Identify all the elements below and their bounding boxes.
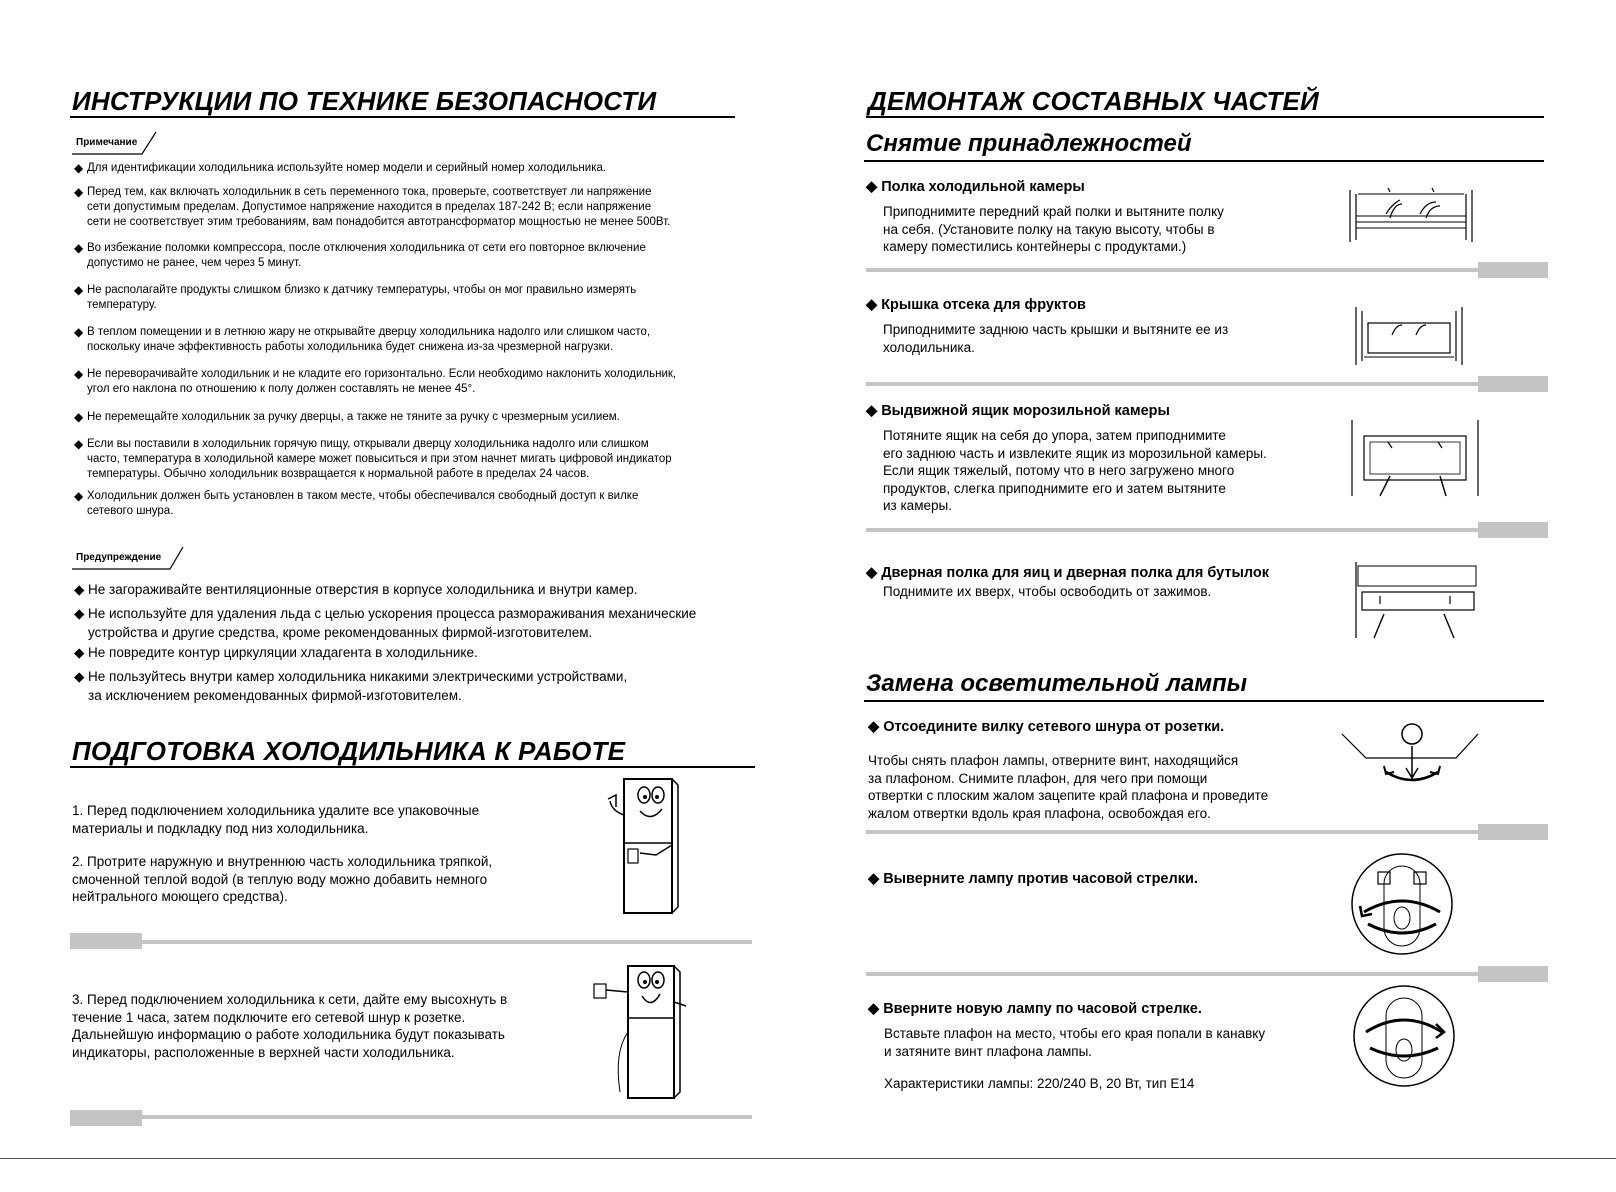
lamp-step-1-text: Чтобы снять плафон лампы, отверните винт, находящийся за плафоном. Снимите плафон, для чего при помощи отвертки с плоским жалом зацепите край плафона и проведите жалом отвертки вдоль края плафона, освобождая его. <box>868 753 1269 821</box>
note-item: ◆ В теплом помещении и в летнюю жару не открывайте дверцу холодильника надолго или слишком часто, поскольку иначе эффективность работы холодильника будет снижена из-за чрезмерной нагрузки. <box>74 325 651 353</box>
note-item: ◆ Не перемещайте холодильник за ручку дверцы, а также не тяните за ручку с чрезмерным усилием. <box>74 410 620 424</box>
lamp-title: Замена осветительной лампы <box>866 670 1248 697</box>
safety-title: ИНСТРУКЦИИ ПО ТЕХНИКЕ БЕЗОПАСНОСТИ <box>72 86 657 116</box>
fruit-cover-illustration <box>1354 305 1464 367</box>
lamp-spec: Характеристики лампы: 220/240 В, 20 Вт, тип Е14 <box>884 1076 1195 1091</box>
warning-tag-label: Предупреждение <box>76 552 162 563</box>
fruit-cover-heading: ◆ Крышка отсека для фруктов <box>866 297 1086 313</box>
prep-step-2: 2. Протрите наружную и внутреннюю часть холодильника тряпкой, смоченной теплой водой (в теплую воду можно добавить немного нейтрального моющего средства). <box>72 854 493 904</box>
warning-item: ◆ Не загораживайте вентиляционные отверстия в корпусе холодильника и внутри камер. <box>74 582 638 597</box>
lamp-cover-illustration <box>1340 720 1480 790</box>
lamp-step-3-text: Вставьте плафон на место, чтобы его края попали в канавку и затяните винт плафона лампы. <box>884 1026 1266 1059</box>
lamp-screw-in-illustration <box>1352 984 1456 1088</box>
fridge-cartoon-thumbs-up <box>606 775 686 915</box>
lamp-step-2-bar <box>866 972 1548 976</box>
lamp-title-rule <box>864 700 1544 702</box>
safety-title-rule <box>70 116 735 118</box>
lamp-step-3-heading: ◆ Вверните новую лампу по часовой стрелке. <box>868 1001 1202 1017</box>
fruit-cover-text: Приподнимите заднюю часть крышки и вытяните ее из холодильника. <box>883 322 1229 355</box>
prep-bottom-bar <box>70 1115 752 1119</box>
door-shelf-text: Поднимите их вверх, чтобы освободить от зажимов. <box>883 584 1212 599</box>
note-item: ◆ Холодильник должен быть установлен в таком месте, чтобы обеспечивался свободный доступ к вилке сетевого шнура. <box>74 489 639 517</box>
accessories-title-rule <box>864 160 1544 162</box>
door-shelf-heading: ◆ Дверная полка для яиц и дверная полка для бутылок <box>866 565 1269 581</box>
freezer-drawer-heading: ◆ Выдвижной ящик морозильной камеры <box>866 403 1170 419</box>
page-bottom-line <box>0 1158 1616 1159</box>
warning-item: ◆ Не пользуйтесь внутри камер холодильника никакими электрическими устройствами, за исключением рекомендованных фирмой-изготовителем. <box>74 669 628 703</box>
prep-title: ПОДГОТОВКА ХОЛОДИЛЬНИКА К РАБОТЕ <box>72 736 626 766</box>
lamp-unscrew-illustration <box>1350 852 1454 956</box>
lamp-step-1-heading: ◆ Отсоедините вилку сетевого шнура от розетки. <box>868 719 1225 735</box>
prep-title-rule <box>70 766 755 768</box>
note-item: ◆ Если вы поставили в холодильник горячую пищу, открывали дверцу холодильника надолго или слишком часто, температура в холодильной камере может повыситься и при этом начнет мигать цифровой индикатор температуры. Обычно холодильник возвращается к нормальной работе в пределах 24 часов. <box>74 437 672 480</box>
note-item: ◆ Во избежание поломки компрессора, после отключения холодильника от сети его повторное включение допустимо не ранее, чем через 5 минут. <box>74 241 646 269</box>
accessories-title: Снятие принадлежностей <box>866 130 1192 157</box>
shelf-illustration <box>1348 186 1474 246</box>
note-item: ◆ Не переворачивайте холодильник и не кладите его горизонтально. Если необходимо наклонить холодильник, угол его наклона по отношению к полу должен составлять не менее 45°. <box>74 367 677 395</box>
fruit-cover-bar <box>866 382 1548 386</box>
warning-item: ◆ Не повредите контур циркуляции хладагента в холодильнике. <box>74 645 478 660</box>
warning-item: ◆ Не используйте для удаления льда с целью ускорения процесса размораживания механические устройства и другие средства, кроме рекомендованных фирмой-изготовителем. <box>74 606 697 640</box>
note-item: ◆ Не располагайте продукты слишком близко к датчику температуры, чтобы он мог правильно измерять температуру. <box>74 283 637 311</box>
disassembly-title-rule <box>866 116 1544 118</box>
fridge-cartoon-plug <box>590 962 700 1102</box>
lamp-step-2-heading: ◆ Выверните лампу против часовой стрелки. <box>868 871 1198 887</box>
freezer-drawer-text: Потяните ящик на себя до упора, затем приподнимите его заднюю часть и извлеките ящик из морозильной камеры. Если ящик тяжелый, потому что в него загружено много продуктов, слегка приподнимите его и затем вытяните из камеры. <box>883 428 1267 513</box>
note-item: ◆ Перед тем, как включать холодильник в сеть переменного тока, проверьте, соответствует ли напряжение сети допустимым пределам. Допустимое напряжение находится в пределах 187-242 В; если напряжение сети не соответствует этим требованиям, вам понадобится автотрансформатор мощностью не менее 500Вт. <box>74 185 671 228</box>
warning-tag <box>72 546 184 570</box>
shelf-heading: ◆ Полка холодильной камеры <box>866 179 1085 195</box>
shelf-bar <box>866 268 1548 272</box>
freezer-drawer-illustration <box>1350 418 1480 498</box>
door-shelf-illustration <box>1354 560 1478 640</box>
note-tag <box>72 131 157 155</box>
note-tag-label: Примечание <box>76 137 138 148</box>
lamp-step-1-bar <box>866 830 1548 834</box>
prep-step-3: 3. Перед подключением холодильника к сети, дайте ему высохнуть в течение 1 часа, затем подключите его сетевой шнур к розетке. Дальнейшую информацию о работе холодильника будут показывать индикаторы, расположенные в верхней части холодильника. <box>72 992 508 1060</box>
shelf-text: Приподнимите передний край полки и вытяните полку на себя. (Установите полку на такую высоту, чтобы в камеру поместились контейнеры с продуктами.) <box>883 204 1224 254</box>
freezer-drawer-bar <box>866 528 1548 532</box>
note-item: ◆ Для идентификации холодильника используйте номер модели и серийный номер холодильника. <box>74 161 607 175</box>
prep-step-1: 1. Перед подключением холодильника удалите все упаковочные материалы и подкладку под низ холодильника. <box>72 803 480 836</box>
disassembly-title: ДЕМОНТАЖ СОСТАВНЫХ ЧАСТЕЙ <box>868 86 1319 116</box>
prep-bar <box>70 940 752 944</box>
